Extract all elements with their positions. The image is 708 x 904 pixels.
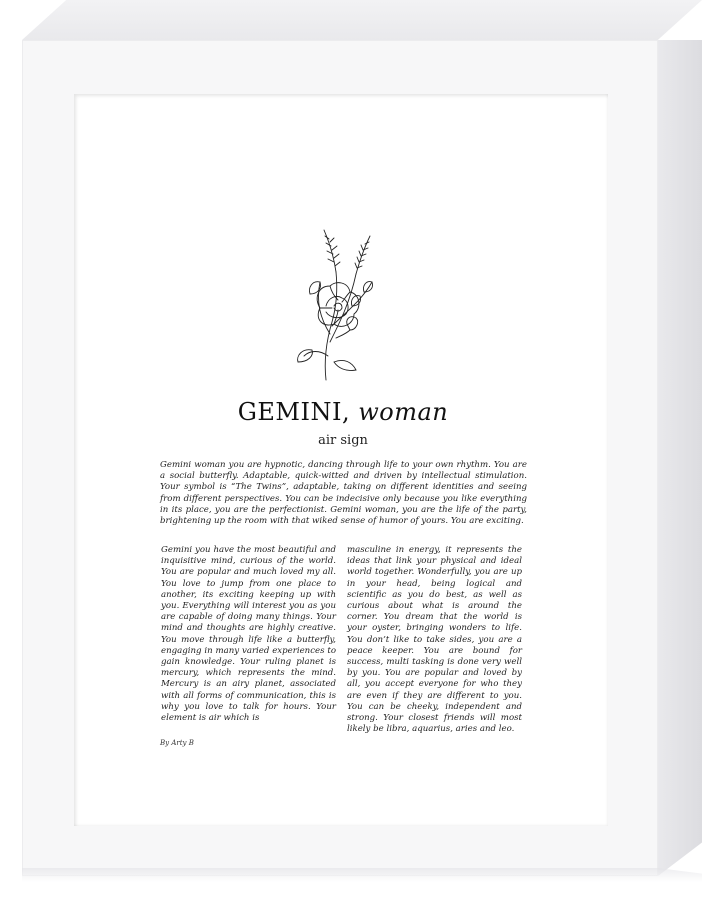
subtitle: air sign <box>318 433 368 448</box>
intro-paragraph: Gemini woman you are hypnotic, dancing through life to your own rhythm. You are a social butterfly. Adaptable, quick-witted and driven by intellectual stimulation. Your symbol is “The Twins”, adaptable, taking on different identities and seeing from different perspectives. You can be indecisive only because you like everything in its place, you are the perfectionist. Gemini woman, you are the life of the party, brightening up the room with that wiked sense of humor of yours. You are exciting. <box>160 460 527 527</box>
frame-bottom-shadow <box>22 868 702 882</box>
byline: By Arty B <box>160 739 194 747</box>
floral-line-art-icon <box>290 222 378 382</box>
sign-name: GEMINI, <box>237 398 351 426</box>
body-column-left: Gemini you have the most beautiful and inquisitive mind, curious of the world. You are popular and much loved my all. You love to jump from one place to another, its exciting keeping up with you. Everything will interest you as you are capable of doing many things. Your mind and thoughts are highly creative. You move through life like a butterfly, engaging in many varied experiences to gain knowledge. Your ruling planet is mercury, which represents the mind. Mercury is an airy planet, associated with all forms of communication, this is why you love to talk for hours. Your element is air which is <box>161 545 336 724</box>
frame-top-face <box>22 0 702 40</box>
frame-side-face <box>658 40 702 876</box>
body-column-right: masculine in energy, it represents the ideas that link your physical and ideal world together. Wonderfully, you are up in your head, being logical and scientific as you do best, as well as curious about what is around the corner. You dream that the world is your oyster, bringing wonders to life. You don’t like to take sides, you are a peace keeper. You are bound for success, multi tasking is done very well by you. You are popular and loved by all, you accept everyone for who they are even if they are different to you. You can be cheeky, independent and strong. Your closest friends will most likely be libra, aquarius, aries and leo. <box>347 545 522 735</box>
page-title <box>158 398 528 426</box>
title-word: woman <box>358 398 449 426</box>
